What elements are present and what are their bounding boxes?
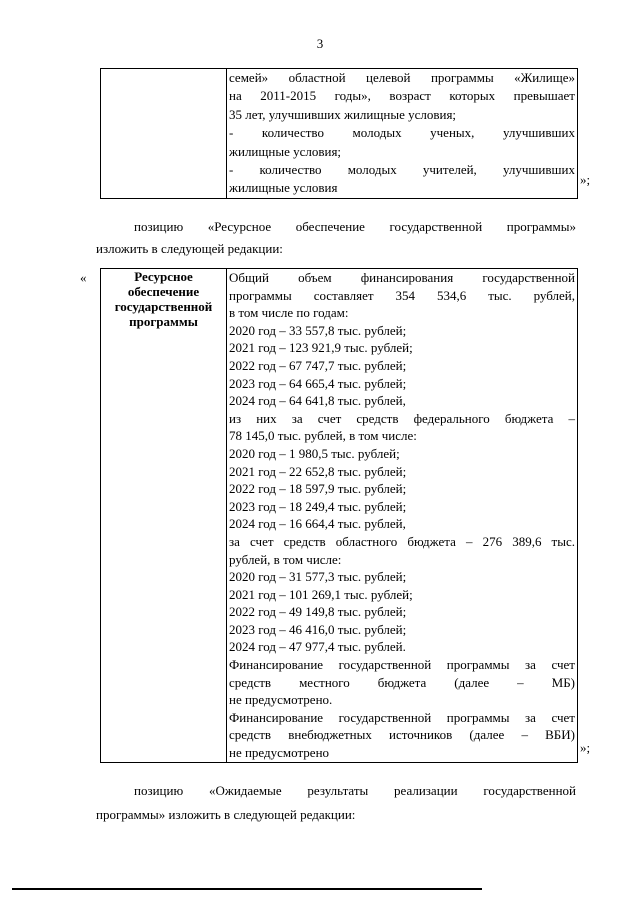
table-line: Общий объем финансирования государственной <box>229 270 575 285</box>
table-line: 2023 год – 64 665,4 тыс. рублей; <box>229 375 407 391</box>
table-line: семей» областной целевой программы «Жилище» <box>229 70 575 85</box>
table-line: жилищные условия <box>229 180 338 196</box>
table-line: на 2011-2015 годы», возраст которых превышает <box>229 88 575 104</box>
opening-quote-mark: « <box>80 270 87 285</box>
closing-quote-mark: »; <box>580 740 591 755</box>
table-line: средств местного бюджета (далее – МБ) <box>229 674 575 690</box>
table-line: 2022 год – 18 597,9 тыс. рублей; <box>229 481 407 497</box>
table-line: 2021 год – 22 652,8 тыс. рублей; <box>229 463 407 479</box>
table-line: 2022 год – 67 747,7 тыс. рублей; <box>229 357 407 373</box>
table-line: 2023 год – 18 249,4 тыс. рублей; <box>229 498 407 514</box>
table-line: Финансирование государственной программы за счет <box>229 657 575 673</box>
table-continuation <box>100 68 578 199</box>
table-line: за счет средств областного бюджета – 276 389,6 тыс. <box>229 533 575 549</box>
table-line: 2024 год – 47 977,4 тыс. рублей. <box>229 639 406 655</box>
paragraph-resource-position <box>96 219 576 257</box>
table-line: рублей, в том числе: <box>229 551 342 567</box>
table-label-cell: Ресурсное обеспечение государственной программы <box>101 269 227 763</box>
table-line: Финансирование государственной программы за счет <box>229 709 575 725</box>
table-resource-provision <box>100 268 578 763</box>
table-line: 2024 год – 64 641,8 тыс. рублей, <box>229 393 406 409</box>
paragraph-line: позицию «Ожидаемые результаты реализации государственной <box>134 783 576 798</box>
paragraph-line: изложить в следующей редакции: <box>96 241 283 256</box>
table-line: в том числе по годам: <box>229 305 349 321</box>
table-value-cell <box>227 269 578 763</box>
table-line: из них за счет средств федерального бюджета – <box>229 410 575 426</box>
table-value-cell <box>227 69 578 199</box>
table-line: 2022 год – 49 149,8 тыс. рублей; <box>229 604 407 620</box>
footer-rule <box>12 888 482 890</box>
table-line: - количество молодых ученых, улучшивших <box>229 125 575 141</box>
table-line: программы составляет 354 534,6 тыс. рублей, <box>229 287 575 303</box>
page-number: 3 <box>316 36 324 51</box>
table-line: 2020 год – 33 557,8 тыс. рублей; <box>229 322 407 338</box>
table-line: не предусмотрено. <box>229 692 333 708</box>
paragraph-line: программы» изложить в следующей редакции: <box>96 807 356 822</box>
table-line: 2021 год – 101 269,1 тыс. рублей; <box>229 586 413 602</box>
table-line: - количество молодых учителей, улучшивших <box>229 162 575 178</box>
table-line: жилищные условия; <box>229 143 342 159</box>
table-line: 35 лет, улучшивших жилищные условия; <box>229 106 457 122</box>
table-line: 2023 год – 46 416,0 тыс. рублей; <box>229 621 407 637</box>
table-line: 2020 год – 31 577,3 тыс. рублей; <box>229 569 407 585</box>
table-line: 2024 год – 16 664,4 тыс. рублей, <box>229 516 406 532</box>
paragraph-line: позицию «Ресурсное обеспечение государственной программы» <box>134 219 576 234</box>
table-empty-label-cell <box>101 69 227 199</box>
table-line: 78 145,0 тыс. рублей, в том числе: <box>229 428 417 444</box>
table-line: не предусмотрено <box>229 745 330 761</box>
table-line: 2020 год – 1 980,5 тыс. рублей; <box>229 445 400 461</box>
table-line: 2021 год – 123 921,9 тыс. рублей; <box>229 340 413 356</box>
paragraph-expected-results-position <box>96 783 576 823</box>
closing-quote-mark: »; <box>580 172 591 187</box>
table-line: средств внебюджетных источников (далее – ВБИ) <box>229 727 575 743</box>
